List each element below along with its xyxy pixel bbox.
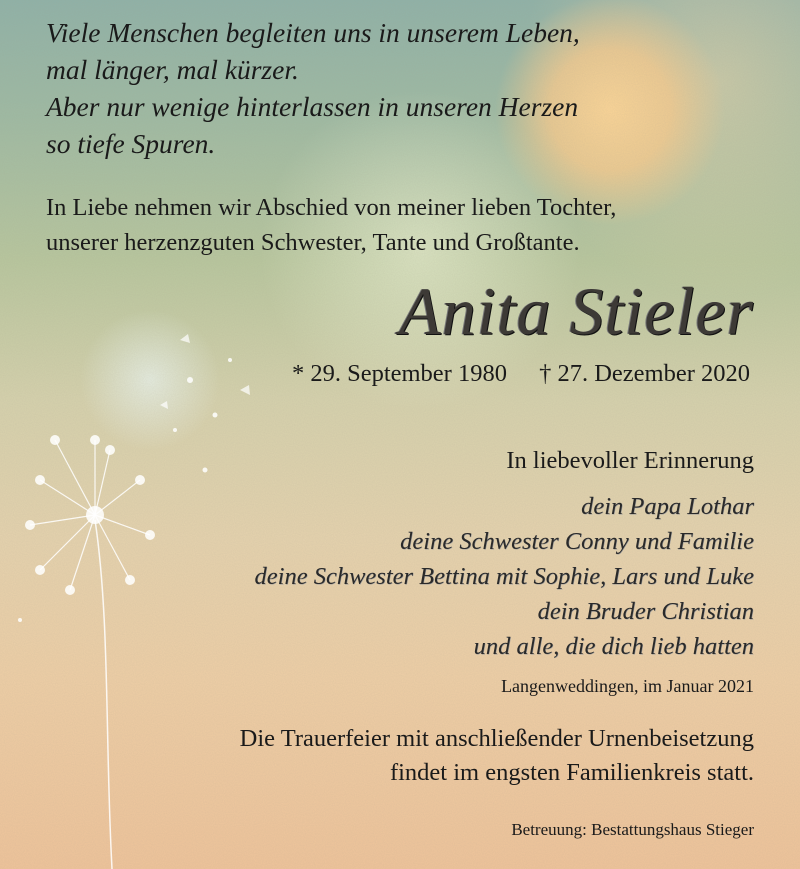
memory-heading: In liebevoller Erinnerung [506,447,754,474]
birth-date: * 29. September 1980 [291,360,507,387]
poem-line: mal länger, mal kürzer. [46,54,299,85]
funeral-notice [240,722,754,790]
place-date: Langenweddingen, im Januar 2021 [501,676,754,696]
deceased-name: Anita Stieler [399,273,754,349]
farewell-text [46,190,616,260]
mourners-list [255,489,754,664]
poem-line: so tiefe Spuren. [46,128,216,159]
mourner: dein Bruder Christian [537,598,754,625]
mourner: dein Papa Lothar [581,493,754,520]
funeral-line: findet im engsten Familienkreis statt. [389,759,754,786]
farewell-line: In Liebe nehmen wir Abschied von meiner lieben Tochter, [46,194,617,221]
poem [46,14,580,162]
dandelion-illustration [0,320,260,869]
mourner: und alle, die dich lieb hatten [473,633,754,660]
name-block [399,272,754,351]
funeral-home-credit: Betreuung: Bestattungshaus Stieger [511,820,754,839]
mourner: deine Schwester Conny und Familie [400,528,754,555]
funeral-line: Die Trauerfeier mit anschließender Urnenbeisetzung [239,725,754,752]
death-date: † 27. Dezember 2020 [539,360,750,387]
farewell-line: unserer herzenzguten Schwester, Tante und Großtante. [46,229,580,256]
poem-line: Aber nur wenige hinterlassen in unseren Herzen [46,91,579,122]
life-dates [292,360,750,388]
mourner: deine Schwester Bettina mit Sophie, Lars und Luke [254,563,754,590]
poem-line: Viele Menschen begleiten uns in unserem Leben, [46,17,580,48]
